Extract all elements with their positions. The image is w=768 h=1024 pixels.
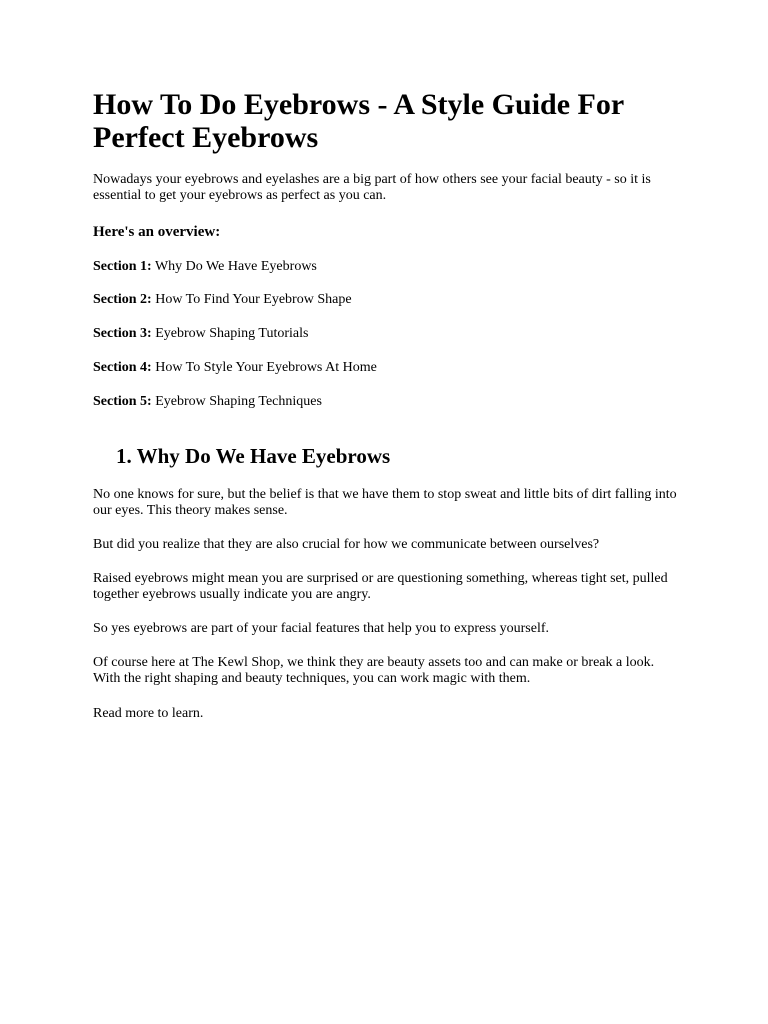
section-title: Why Do We Have Eyebrows bbox=[154, 259, 317, 274]
body-paragraph-2: But did you realize that they are also crucial for how we communicate between ourselves? bbox=[93, 537, 600, 552]
section-label: Section 2: bbox=[93, 292, 152, 307]
overview-heading: Here's an overview: bbox=[93, 224, 221, 240]
section-label: Section 5: bbox=[93, 394, 152, 409]
page-title: How To Do Eyebrows - A Style Guide For Perfect Eyebrows bbox=[93, 88, 624, 154]
overview-item-section-1 bbox=[93, 259, 317, 275]
section-title: Eyebrow Shaping Techniques bbox=[155, 394, 322, 409]
body-paragraph-5: Of course here at The Kewl Shop, we think they are beauty assets too and can make or break a look. With the right shaping and beauty techniques, you can work magic with them. bbox=[93, 655, 655, 686]
section-label: Section 3: bbox=[93, 326, 152, 341]
intro-paragraph: Nowadays your eyebrows and eyelashes are a big part of how others see your facial beauty - so it is essential to get your eyebrows as perfect as you can. bbox=[93, 172, 651, 203]
overview-item-section-5 bbox=[93, 394, 322, 410]
section-title: How To Style Your Eyebrows At Home bbox=[155, 360, 377, 375]
body-paragraph-1: No one knows for sure, but the belief is that we have them to stop sweat and little bits of dirt falling into our eyes. This theory makes sense. bbox=[93, 487, 677, 518]
section-title: How To Find Your Eyebrow Shape bbox=[155, 292, 352, 307]
overview-item-section-4 bbox=[93, 360, 377, 376]
overview-item-section-3 bbox=[93, 326, 308, 342]
body-paragraph-6: Read more to learn. bbox=[93, 706, 204, 721]
body-paragraph-3: Raised eyebrows might mean you are surprised or are questioning something, whereas tight set, pulled together eyebrows usually indicate you are angry. bbox=[93, 571, 668, 602]
overview-item-section-2 bbox=[93, 292, 352, 308]
section-1-heading: 1. Why Do We Have Eyebrows bbox=[116, 444, 391, 468]
section-label: Section 4: bbox=[93, 360, 152, 375]
section-title: Eyebrow Shaping Tutorials bbox=[155, 326, 309, 341]
section-label: Section 1: bbox=[93, 259, 152, 274]
body-paragraph-4: So yes eyebrows are part of your facial features that help you to express yourself. bbox=[93, 621, 550, 636]
